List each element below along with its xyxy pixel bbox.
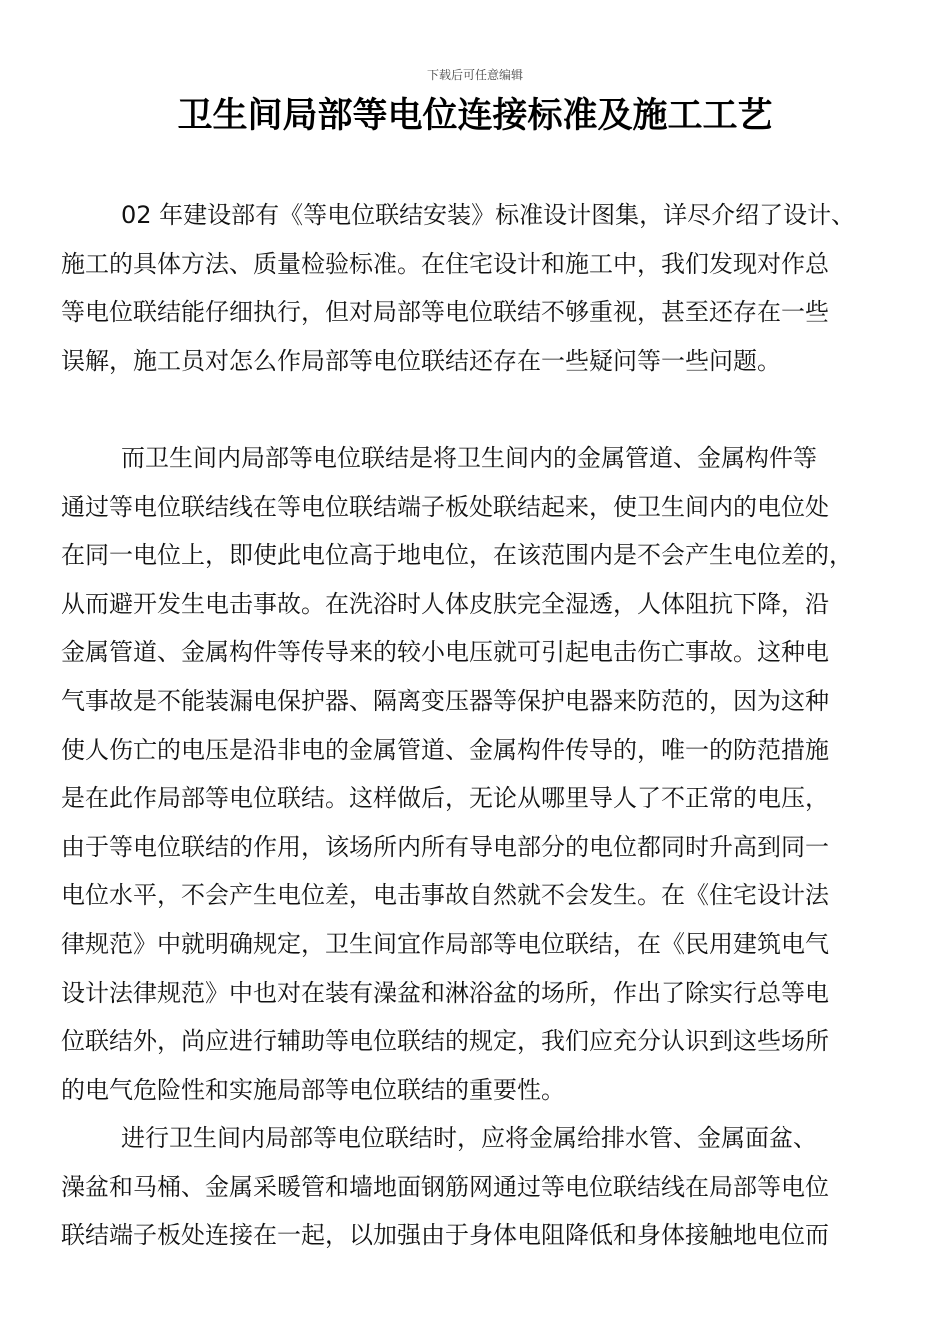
header-note: 下载后可任意编辑	[426, 68, 523, 82]
paragraph-line: 金属管道、金属构件等传导来的较小电压就可引起电击伤亡事故。这种电	[61, 638, 829, 667]
paragraph-gap	[61, 385, 911, 434]
paragraph-line: 由于等电位联结的作用，该场所内所有导电部分的电位都同时升高到同一	[61, 832, 829, 861]
document-body	[61, 191, 911, 1260]
paragraph-line: 施工的具体方法、质量检验标准。在住宅设计和施工中，我们发现对作总	[61, 249, 829, 278]
paragraph-line: 设计法律规范》中也对在装有澡盆和淋浴盆的场所，作出了除实行总等电	[61, 978, 829, 1007]
paragraph-line: 气事故是不能装漏电保护器、隔离变压器等保护电器来防范的，因为这种	[61, 686, 829, 715]
paragraph-2	[61, 434, 911, 1114]
paragraph-line: 澡盆和马桶、金属采暖管和墙地面钢筋网通过等电位联结线在局部等电位	[61, 1172, 829, 1201]
paragraph-line: 等电位联结能仔细执行，但对局部等电位联结不够重视，甚至还存在一些	[61, 298, 829, 327]
paragraph-line: 联结端子板处连接在一起，以加强由于身体电阻降低和身体接触地电位而	[61, 1221, 829, 1250]
paragraph-line: 02 年建设部有《等电位联结安装》标准设计图集，详尽介绍了设计、	[121, 201, 856, 229]
paragraph-line: 在同一电位上，即使此电位高于地电位，在该范围内是不会产生电位差的，	[61, 541, 853, 570]
paragraph-line: 从而避开发生电击事故。在洗浴时人体皮肤完全湿透，人体阻抗下降，沿	[61, 589, 829, 618]
paragraph-line: 律规范》中就明确规定，卫生间宜作局部等电位联结，在《民用建筑电气	[61, 929, 829, 958]
paragraph-line: 通过等电位联结线在等电位联结端子板处联结起来，使卫生间内的电位处	[61, 492, 829, 521]
paragraph-3	[61, 1114, 911, 1260]
paragraph-line: 是在此作局部等电位联结。这样做后，无论从哪里导人了不正常的电压，	[61, 784, 829, 813]
paragraph-line: 而卫生间内局部等电位联结是将卫生间内的金属管道、金属构件等	[121, 443, 817, 472]
paragraph-line: 使人伤亡的电压是沿非电的金属管道、金属构件传导的，唯一的防范措施	[61, 735, 829, 764]
document-title: 卫生间局部等电位连接标准及施工工艺	[177, 96, 773, 136]
paragraph-line: 电位水平，不会产生电位差，电击事故自然就不会发生。在《住宅设计法	[61, 881, 829, 910]
paragraph-1	[61, 191, 911, 385]
paragraph-line: 误解，施工员对怎么作局部等电位联结还存在一些疑问等一些问题。	[61, 346, 781, 375]
paragraph-line: 位联结外，尚应进行辅助等电位联结的规定，我们应充分认识到这些场所	[61, 1027, 829, 1056]
paragraph-line: 的电气危险性和实施局部等电位联结的重要性。	[61, 1075, 565, 1104]
paragraph-line: 进行卫生间内局部等电位联结时，应将金属给排水管、金属面盆、	[121, 1124, 817, 1153]
